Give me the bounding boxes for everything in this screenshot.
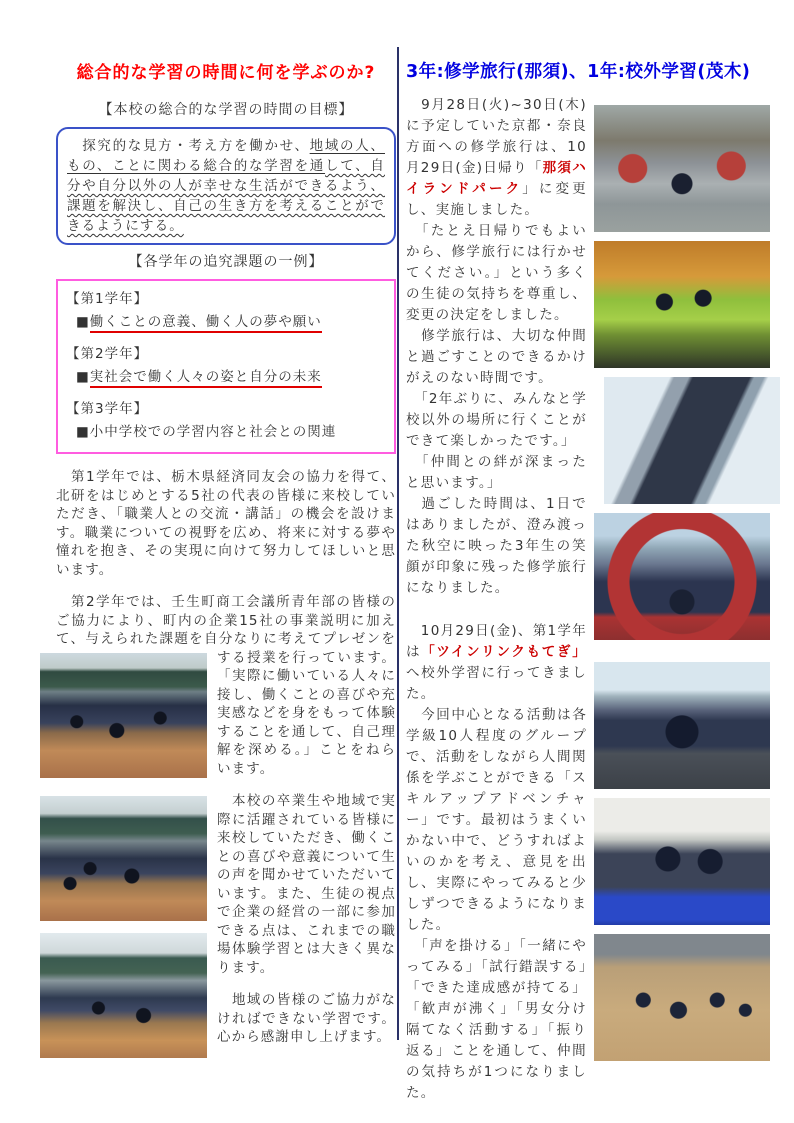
paragraph-gratitude: 地域の皆様のご協力がなければできない学習です。心から感謝申し上げます。 — [217, 992, 396, 1045]
paragraph-trip-change — [406, 95, 587, 221]
photo-classroom-presentation — [40, 653, 207, 778]
grade-2-label: 【第2学年】 — [66, 346, 149, 362]
paragraph-guest-speakers — [56, 792, 396, 977]
field-trip-text-end: へ校外学習に行ってきました。 — [406, 665, 587, 702]
paragraph-grade1-program: 第1学年では、栃木県経済同友会の協力を得て、北研をはじめとする5社の代表の皆様に来校していただき、「職業人との交流・講話」の機会を設けます。職業についての視野を広め、将来に対する夢や憧れを抱き、その実現に向けて努力してほしいと思います。 — [56, 469, 396, 578]
right-text-flow — [406, 95, 587, 1104]
left-column — [56, 58, 396, 1066]
destination-nasu-highlight: 那須ハイランドパーク — [406, 160, 587, 197]
right-column-title: 3年:修学旅行(那須)、1年:校外学習(茂木) — [406, 62, 751, 82]
grade-2-topic — [76, 368, 386, 387]
right-column-body — [406, 95, 792, 1104]
photo-adventure-activity — [594, 662, 770, 789]
paragraph-grade2-program — [56, 593, 396, 778]
grade-2-section — [66, 345, 386, 387]
grade-2-topic-text: 実社会で働く人々の姿と自分の未来 — [90, 369, 322, 388]
paragraph-field-trip — [406, 621, 587, 705]
grade-3-label: 【第3学年】 — [66, 401, 149, 417]
photo-hand-circle — [594, 934, 770, 1061]
right-photo-column — [594, 95, 772, 1061]
photo-indoor-group-tarp — [594, 798, 770, 925]
quote-first-outing: 「2年ぶりに、みんなと学校以外の場所に行くことができて楽しかったです。」 — [406, 391, 587, 449]
grade2-text-after-photo: ゼンをする授業を行っています。「実際に働いている人々に接し、働くことの喜びや充実感などを身をもって体験することを通して、自己理解を深める。」ことをねらいます。 — [217, 631, 396, 777]
destination-motegi-highlight: 「ツインリンクもてぎ」 — [421, 644, 587, 660]
grade-3-topic-text: 小中学校での学習内容と社会との関連 — [89, 424, 337, 440]
grade2-text-before-photo: 第2学年では、壬生町商工会議所青年部の皆様のご協力により、町内の企業15社の事業説明に加えて、与えられた課題を自分なりに考えてプレ — [56, 594, 396, 647]
photo-spinning-ride — [594, 241, 770, 368]
guest-speakers-text: 本校の卒業生や地域で実際に活躍されている皆様に来校していただき、働くことの喜びや意義について生の声を聞かせていただいています。また、生徒の視点で企業の経営の一部に参加できる点は、これまでの職場体験学習とは大きく異なります。 — [217, 793, 396, 976]
goal-text-lead: 探究的な見方・考え方を働かせ、 — [67, 138, 310, 154]
paragraph-students-wish: 「たとえ日帰りでもよいから、修学旅行には行かせてください。」という多くの生徒の気持ちを尊重し、変更の決定をしました。 — [406, 223, 587, 323]
grade-topics-box — [56, 279, 396, 454]
grade-1-label: 【第1学年】 — [66, 291, 149, 307]
goal-text-solid-underline: 地域の人、もの、ことに関わる総合的な学習を通 — [67, 138, 385, 174]
photo-park-sign-group — [594, 513, 770, 640]
square-bullet-icon: ■ — [76, 369, 90, 385]
grade-1-topic — [76, 313, 386, 332]
left-column-title: 総合的な学習の時間に何を学ぶのか? — [76, 63, 376, 83]
column-divider — [397, 47, 399, 1040]
photo-classroom-rear-view — [40, 933, 207, 1058]
grade-1-topic-text: 働くことの意義、働く人の夢や願い — [90, 314, 322, 333]
examples-heading: 【各学年の追究課題の一例】 — [128, 254, 324, 270]
paragraph-precious-time: 修学旅行は、大切な仲間と過ごすことのできるかけがえのない時間です。 — [406, 328, 587, 386]
square-bullet-icon: ■ — [76, 314, 90, 330]
quote-bonds-deepened: 「仲間との絆が深まったと思います。」 — [406, 454, 587, 491]
trip-change-text: 9月28日(火)~30日(木)に予定していた京都・奈良方面への修学旅行は、10月29日(金)日帰り「 — [406, 97, 587, 176]
paragraph-skill-up-adventure: 今回中心となる活動は各学級10人程度のグループで、活動をしながら人間関係を学ぶことができる「スキルアップアドベンチャー」です。最初はうまくいかない中で、どうすればよいのかを考え、意見を出し、実際にやってみると少しずつできるようになりました。 — [406, 707, 587, 933]
paragraph-teamwork-result: 「声を掛ける」「一緒にやってみる」「試行錯誤する」「できた達成感が持てる」「歓声が沸く」「男女分け隔てなく活動する」「振り返る」ことを通して、仲間の気持ちが1つになりました。 — [406, 938, 587, 1101]
goal-heading: 【本校の総合的な学習の時間の目標】 — [98, 102, 354, 118]
grade-1-section — [66, 290, 386, 332]
grade-3-section — [66, 400, 386, 442]
goal-text-wavy-underline: して、自分や自分以外の人が幸せな生活ができるよう、課題を解決し、自己の生き方を考えることができるようにする。 — [67, 158, 385, 234]
photo-roller-coaster — [604, 377, 780, 504]
photo-classroom-lecture — [40, 796, 207, 921]
field-trip-text: 10月29日(金)、第1学年は — [406, 623, 587, 660]
goal-box — [56, 127, 396, 245]
photo-mascot-group — [594, 105, 770, 232]
paragraph-trip-reflection: 過ごした時間は、1日ではありましたが、澄み渡った秋空に映った3年生の笑顔が印象に残った修学旅行になりました。 — [406, 496, 587, 596]
grade-3-topic — [76, 423, 386, 442]
trip-change-text-end: 」に変更し、実施しました。 — [406, 181, 587, 218]
right-column — [406, 58, 792, 1104]
square-bullet-icon: ■ — [76, 424, 90, 440]
